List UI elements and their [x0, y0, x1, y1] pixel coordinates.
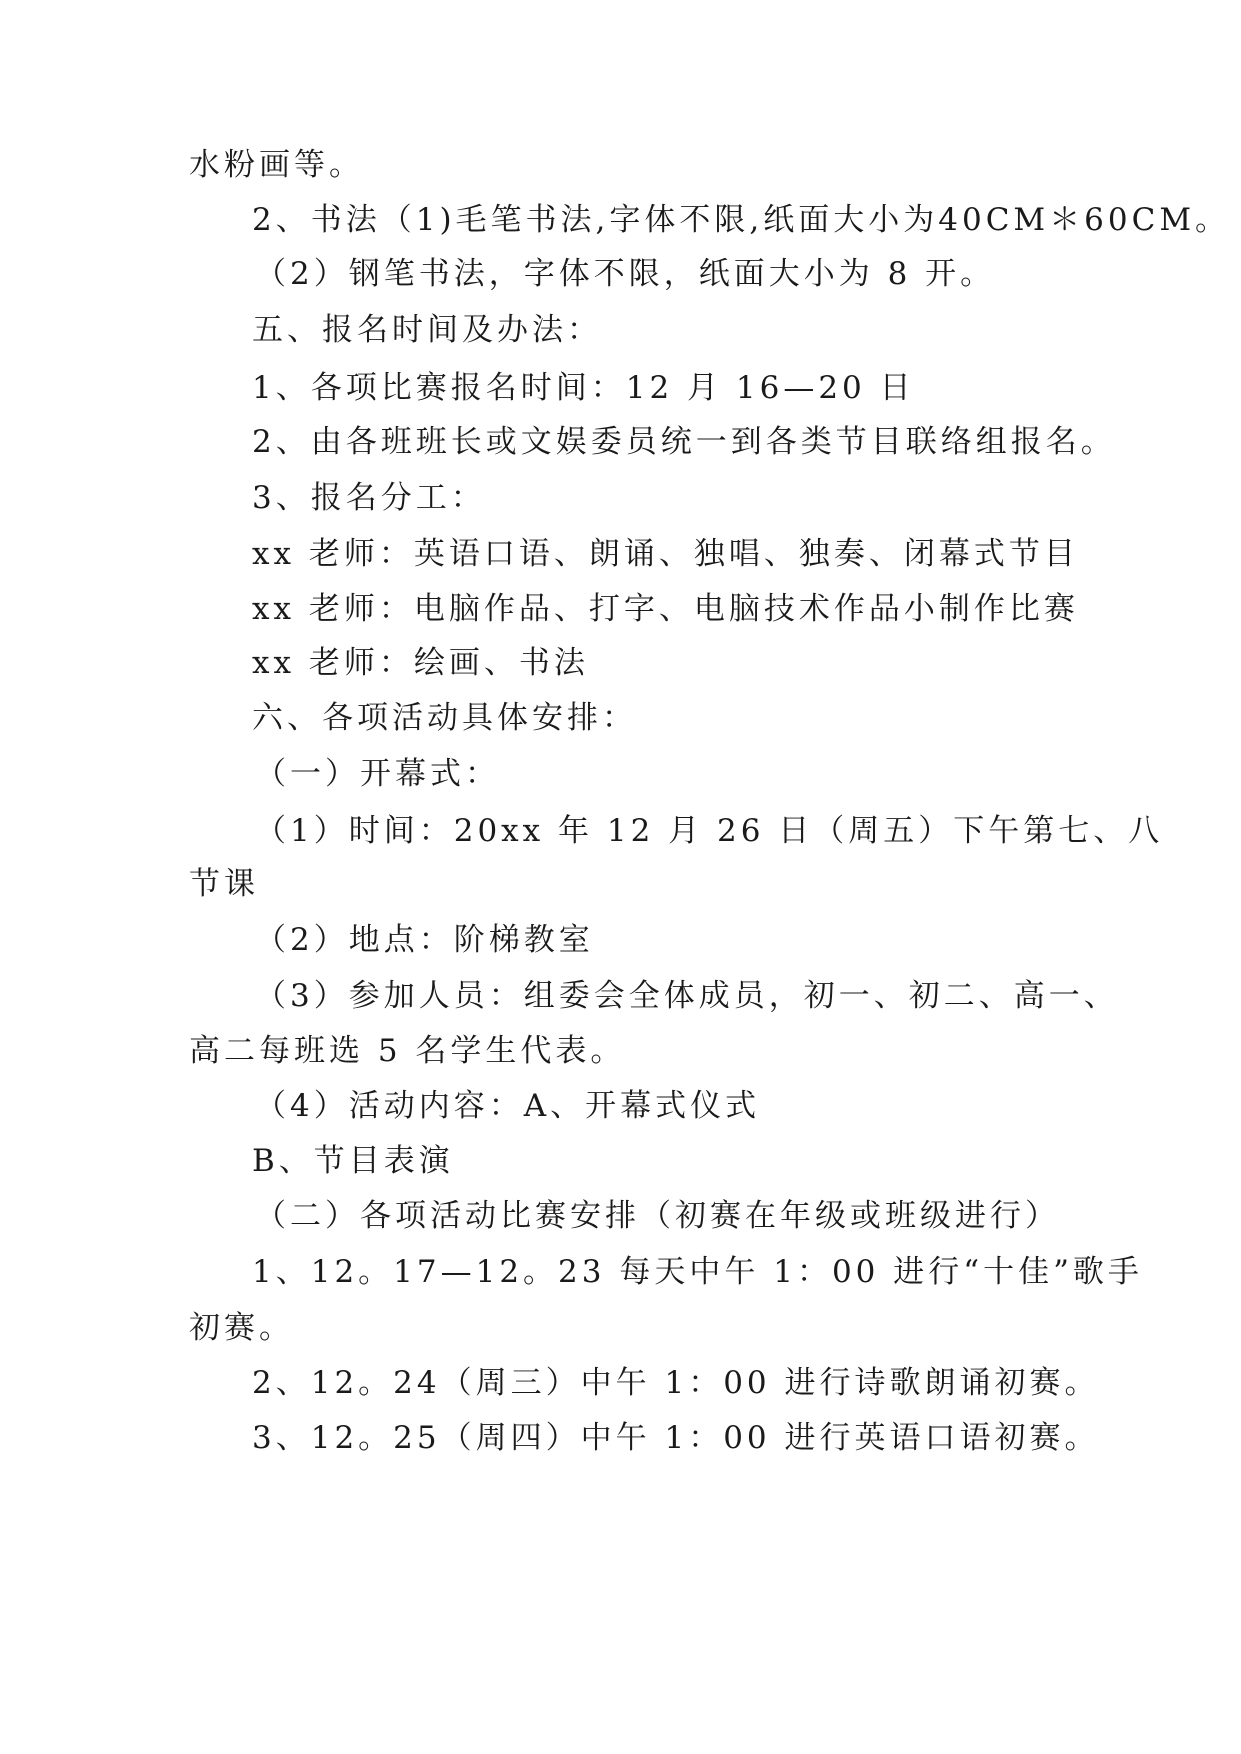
- text-line: B、节目表演: [252, 1143, 454, 1179]
- text-line: 节课: [189, 866, 259, 902]
- text-line: （1）时间：20xx 年 12 月 26 日（周五）下午第七、八: [255, 813, 1164, 849]
- text-line: 2、12。24（周三）中午 1：00 进行诗歌朗诵初赛。: [252, 1365, 1100, 1401]
- text-line: 高二每班选 5 名学生代表。: [189, 1033, 626, 1069]
- text-line: xx 老师：电脑作品、打字、电脑技术作品小制作比赛: [252, 591, 1079, 627]
- text-line: （2）地点：阶梯教室: [255, 922, 594, 958]
- subsection-heading: （二）各项活动比赛安排（初赛在年级或班级进行）: [255, 1198, 1060, 1234]
- text-line: （4）活动内容：A、开幕式仪式: [255, 1088, 761, 1124]
- text-line: 1、各项比赛报名时间：12 月 16—20 日: [252, 370, 915, 406]
- text-line: （3）参加人员：组委会全体成员，初一、初二、高一、: [255, 978, 1119, 1014]
- text-line: xx 老师：英语口语、朗诵、独唱、独奏、闭幕式节目: [252, 536, 1079, 572]
- section-heading: 五、报名时间及办法：: [252, 312, 602, 348]
- text-line: 水粉画等。: [189, 147, 364, 183]
- text-line: 初赛。: [189, 1310, 294, 1346]
- text-line: （2）钢笔书法，字体不限，纸面大小为 8 开。: [255, 256, 996, 292]
- text-line: 3、12。25（周四）中午 1：00 进行英语口语初赛。: [252, 1420, 1100, 1456]
- text-line: 2、由各班班长或文娱委员统一到各类节目联络组报名。: [252, 424, 1116, 460]
- text-line: 3、报名分工：: [252, 480, 486, 516]
- section-heading: 六、各项活动具体安排：: [252, 700, 637, 736]
- text-line: 2、书法（1)毛笔书法,字体不限,纸面大小为40CM＊60CM。: [252, 202, 1231, 238]
- text-line: xx 老师：绘画、书法: [252, 645, 589, 681]
- text-line: 1、12。17—12。23 每天中午 1：00 进行“十佳”歌手: [252, 1254, 1143, 1290]
- subsection-heading: （一）开幕式：: [255, 756, 500, 792]
